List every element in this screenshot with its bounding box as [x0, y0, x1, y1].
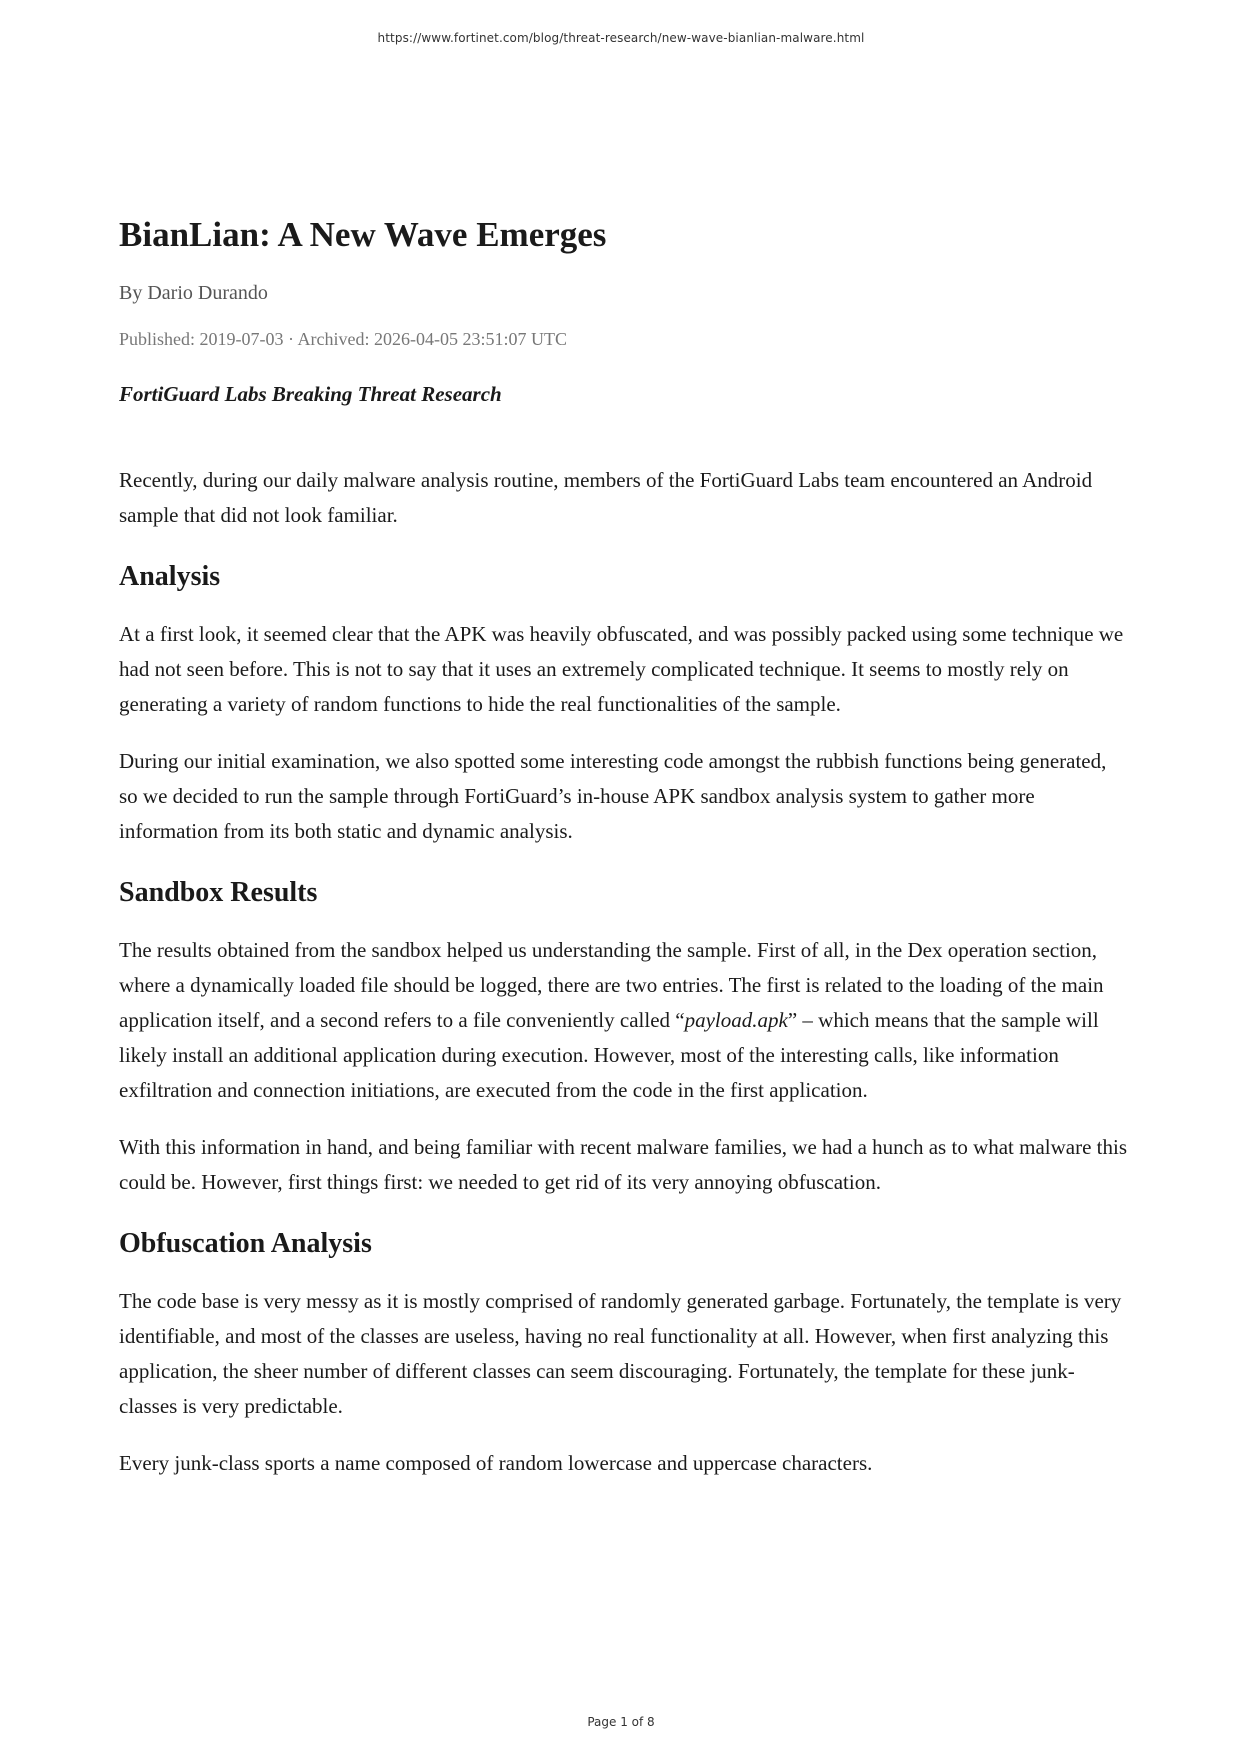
article-subtitle: FortiGuard Labs Breaking Threat Research: [119, 382, 502, 406]
payload-filename: payload.apk: [684, 1008, 788, 1032]
sandbox-paragraph-1-text-b: ” – which means that the sample will likely install an additional application during execution. However, most of the interesting calls, like information exfiltration and connection initiations, are executed from the code in the first application.: [119, 1008, 1099, 1102]
sandbox-paragraph-1-text-a: The results obtained from the sandbox helped us understanding the sample. First of all, in the Dex operation section, where a dynamically loaded file should be logged, there are two entries. The first is related to the loading of the main application itself, and a second refers to a file conveniently called “: [119, 938, 1104, 1032]
section-heading-analysis: Analysis: [119, 561, 221, 592]
section-heading-obfuscation-analysis: Obfuscation Analysis: [119, 1228, 372, 1259]
page-number: Page 1 of 8: [587, 1715, 655, 1729]
sandbox-paragraph-1: [119, 933, 1129, 1108]
analysis-paragraph-1: At a first look, it seemed clear that the APK was heavily obfuscated, and was possibly packed using some technique we had not seen before. This is not to say that it uses an extremely complicated technique. It seems to mostly rely on generating a variety of random functions to hide the real functionalities of the sample.: [119, 622, 1124, 716]
sandbox-paragraph-2: With this information in hand, and being familiar with recent malware families, we had a hunch as to what malware this could be. However, first things first: we needed to get rid of its very annoying obfuscation.: [119, 1135, 1128, 1194]
analysis-paragraph-2: During our initial examination, we also spotted some interesting code amongst the rubbish functions being generated, so we decided to run the sample through FortiGuard’s in-house APK sandbox analysis system to gather more information from its both static and dynamic analysis.: [119, 749, 1107, 843]
intro-paragraph: Recently, during our daily malware analysis routine, members of the FortiGuard Labs team encountered an Android sample that did not look familiar.: [119, 468, 1093, 527]
obfuscation-paragraph-2: Every junk-class sports a name composed of random lowercase and uppercase characters.: [119, 1451, 873, 1475]
section-heading-sandbox-results: Sandbox Results: [119, 877, 318, 908]
obfuscation-paragraph-1: The code base is very messy as it is mostly comprised of randomly generated garbage. Fortunately, the template is very identifiable, and most of the classes are useless, having no real functionality at all. However, when first analyzing this application, the sheer number of different classes can seem discouraging. Fortunately, the template for these junk-classes is very predictable.: [119, 1289, 1122, 1418]
source-url: https://www.fortinet.com/blog/threat-research/new-wave-bianlian-malware.html: [377, 31, 865, 45]
article-title: BianLian: A New Wave Emerges: [119, 215, 607, 254]
publish-meta: Published: 2019-07-03 · Archived: 2026-04-05 23:51:07 UTC: [119, 329, 567, 349]
author-byline: By Dario Durando: [119, 282, 268, 304]
article: [119, 212, 1129, 1481]
